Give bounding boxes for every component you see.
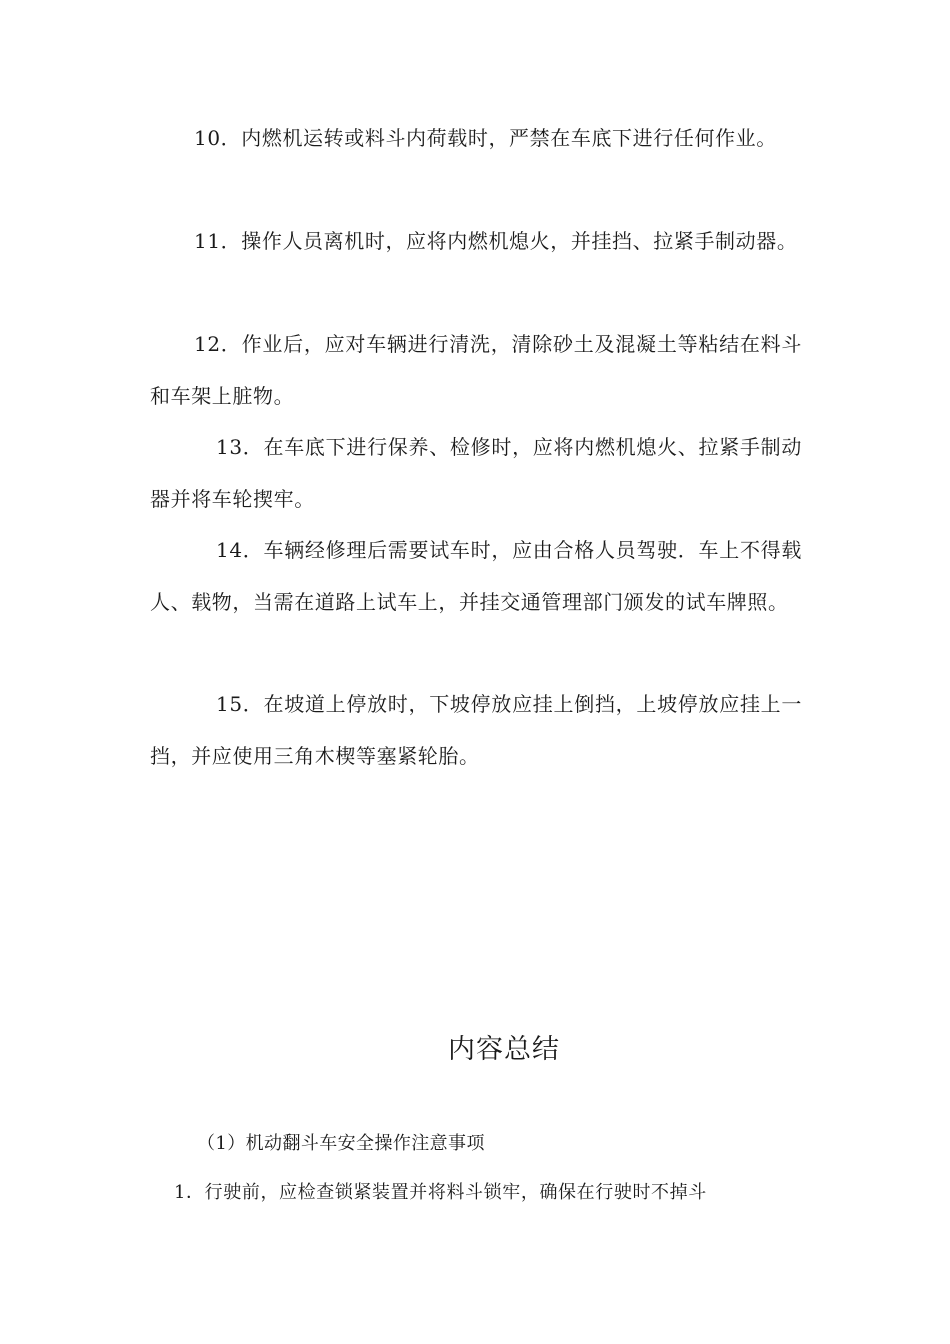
paragraph-11: 11．操作人员离机时，应将内燃机熄火，并挂挡、拉紧手制动器。 <box>194 229 798 253</box>
paragraph-12: 12．作业后，应对车辆进行清洗，清除砂土及混凝土等粘结在料斗和车架上脏物。 <box>150 332 802 408</box>
paragraph-14: 14．车辆经修理后需要试车时，应由合格人员驾驶．车上不得载人、载物，当需在道路上试车上，并挂交通管理部门颁发的试车牌照。 <box>150 538 802 614</box>
paragraph-10: 10．内燃机运转或料斗内荷载时，严禁在车底下进行任何作业。 <box>194 126 777 150</box>
summary-sub-heading: （1）机动翻斗车安全操作注意事项 <box>197 1133 485 1154</box>
paragraph-13: 13．在车底下进行保养、检修时，应将内燃机熄火、拉紧手制动器并将车轮揳牢。 <box>150 435 802 511</box>
summary-item-1: 1．行驶前，应检查锁紧装置并将料斗锁牢，确保在行驶时不掉斗 <box>174 1182 707 1203</box>
summary-title: 内容总结 <box>448 1034 560 1065</box>
paragraph-15: 15．在坡道上停放时，下坡停放应挂上倒挡，上坡停放应挂上一挡，并应使用三角木楔等塞紧轮胎。 <box>150 692 802 768</box>
